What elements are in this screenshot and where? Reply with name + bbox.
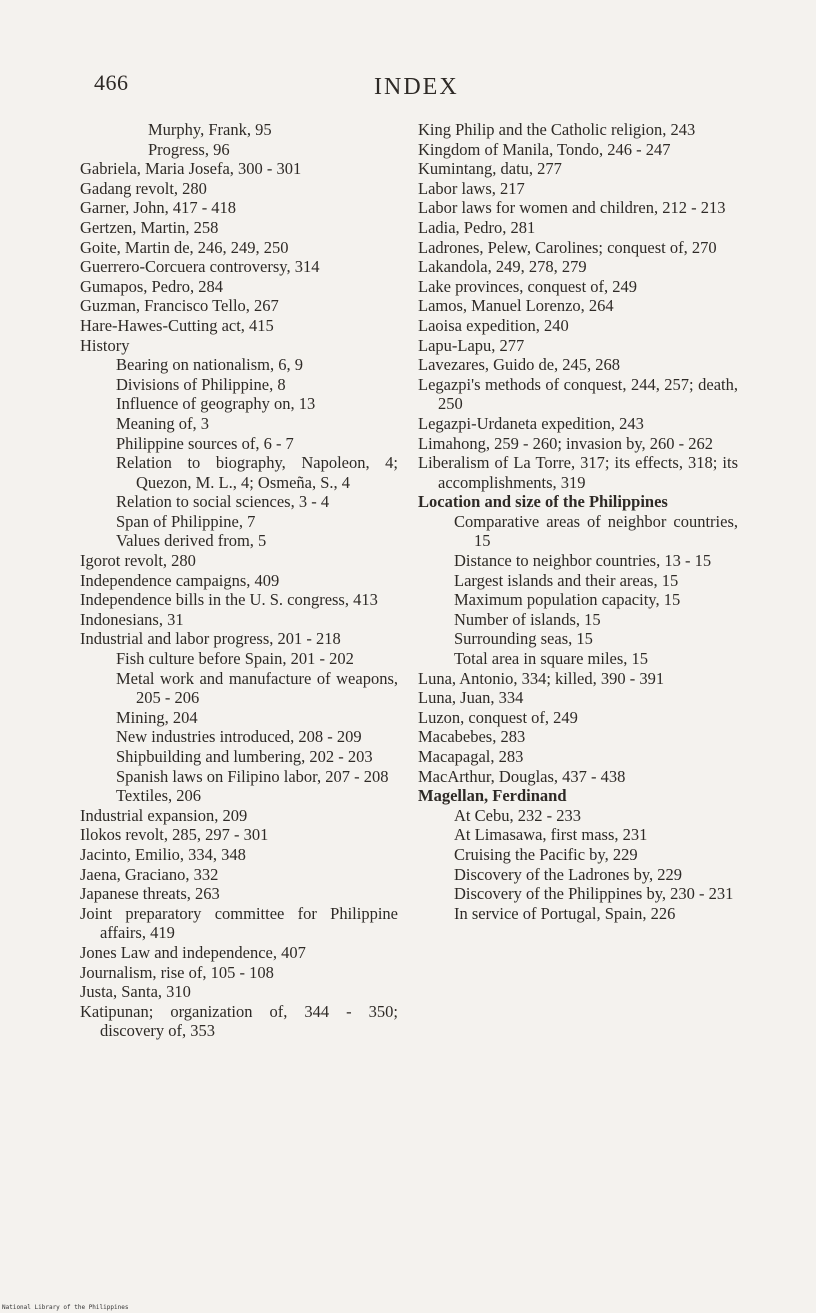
index-entry: Industrial expansion, 209 — [80, 805, 248, 825]
index-entry: Japanese threats, 263 — [80, 884, 220, 904]
index-entry: Igorot revolt, 280 — [80, 551, 196, 571]
index-entry: MacArthur, Douglas, 437 - 438 — [418, 766, 626, 786]
index-entry: Lakandola, 249, 278, 279 — [418, 257, 587, 277]
index-entry: Magellan, Ferdinand — [418, 786, 567, 806]
index-subentry: Comparative areas of neighbor countries, 15 — [454, 511, 738, 551]
index-subentry: At Cebu, 232 - 233 — [454, 805, 581, 825]
index-entry: Guzman, Francisco Tello, 267 — [80, 296, 279, 316]
index-entry: Liberalism of La Torre, 317; its effects, 318; its accomplishments, 319 — [418, 453, 738, 492]
index-subentry: Metal work and manufacture of weapons, 205 - 206 — [116, 668, 398, 708]
index-subentry: Discovery of the Ladrones by, 229 — [454, 864, 683, 884]
page-heading: INDEX — [374, 74, 459, 100]
index-entry: Joint preparatory committee for Philippine affairs, 419 — [80, 903, 398, 943]
index-subentry: Discovery of the Philippines by, 230 - 231 — [454, 884, 734, 904]
index-entry: Justa, Santa, 310 — [80, 982, 191, 1002]
index-entry: Indonesians, 31 — [80, 609, 184, 629]
index-subentry: Bearing on nationalism, 6, 9 — [116, 355, 303, 375]
index-subentry: Largest islands and their areas, 15 — [454, 570, 679, 590]
index-entry: Lake provinces, conquest of, 249 — [418, 276, 638, 296]
index-column-left — [80, 120, 398, 1041]
index-entry: Jaena, Graciano, 332 — [80, 864, 219, 884]
index-entry: Katipunan; organization of, 344 - 350; discovery of, 353 — [80, 1001, 398, 1041]
index-entry: Guerrero-Corcuera controversy, 314 — [80, 257, 320, 277]
index-subentry: Spanish laws on Filipino labor, 207 - 208 — [116, 766, 389, 786]
index-entry: Independence bills in the U. S. congress, 413 — [80, 590, 378, 610]
index-entry: Lamos, Manuel Lorenzo, 264 — [418, 296, 614, 316]
index-entry: Labor laws for women and children, 212 - 213 — [418, 198, 726, 218]
index-entry: Kumintang, datu, 277 — [418, 159, 562, 179]
index-entry: Lapu-Lapu, 277 — [418, 335, 525, 355]
index-subentry: Philippine sources of, 6 - 7 — [116, 433, 294, 453]
index-entry: Gumapos, Pedro, 284 — [80, 276, 223, 296]
index-subentry: In service of Portugal, Spain, 226 — [454, 903, 676, 923]
index-entry: Garner, John, 417 - 418 — [80, 198, 237, 218]
index-subentry: Divisions of Philippine, 8 — [116, 374, 286, 394]
index-entry: Laoisa expedition, 240 — [418, 315, 569, 335]
index-entry: Luna, Juan, 334 — [418, 688, 524, 708]
index-entry: Gabriela, Maria Josefa, 300 - 301 — [80, 159, 302, 179]
index-subentry: New industries introduced, 208 - 209 — [116, 727, 362, 747]
index-subentry: At Limasawa, first mass, 231 — [454, 825, 648, 845]
index-entry: Labor laws, 217 — [418, 178, 525, 198]
index-entry: Legazpi-Urdaneta expedition, 243 — [418, 413, 644, 433]
index-entry: Gertzen, Martin, 258 — [80, 217, 219, 237]
index-entry: Location and size of the Philippines — [418, 492, 668, 512]
index-entry: Ladia, Pedro, 281 — [418, 217, 536, 237]
index-entry: Gadang revolt, 280 — [80, 178, 207, 198]
index-entry: Ilokos revolt, 285, 297 - 301 — [80, 825, 269, 845]
index-subentry: Number of islands, 15 — [454, 609, 601, 629]
index-entry: King Philip and the Catholic religion, 243 — [418, 120, 696, 139]
index-subentry: Murphy, Frank, 95 — [148, 120, 272, 139]
index-subentry: Textiles, 206 — [116, 786, 201, 806]
index-subentry: Relation to biography, Napoleon, 4; Quezon, M. L., 4; Osmeña, S., 4 — [116, 453, 398, 492]
index-entry: Hare-Hawes-Cutting act, 415 — [80, 315, 274, 335]
index-subentry: Fish culture before Spain, 201 - 202 — [116, 649, 354, 669]
index-entry: Legazpi's methods of conquest, 244, 257; death, 250 — [418, 374, 738, 414]
index-entry: Lavezares, Guido de, 245, 268 — [418, 355, 621, 375]
index-entry: Goite, Martin de, 246, 249, 250 — [80, 237, 289, 257]
index-subentry: Shipbuilding and lumbering, 202 - 203 — [116, 747, 373, 766]
index-entry: Kingdom of Manila, Tondo, 246 - 247 — [418, 139, 671, 159]
index-entry: Jacinto, Emilio, 334, 348 — [80, 844, 246, 864]
index-subentry: Influence of geography on, 13 — [116, 394, 316, 414]
index-entry: Macabebes, 283 — [418, 727, 526, 747]
index-entry: Industrial and labor progress, 201 - 218 — [80, 629, 341, 649]
index-subentry: Surrounding seas, 15 — [454, 629, 593, 649]
index-subentry: Relation to social sciences, 3 - 4 — [116, 492, 330, 512]
index-entry: Macapagal, 283 — [418, 747, 524, 766]
index-entry: Independence campaigns, 409 — [80, 570, 280, 590]
index-subentry: Maximum population capacity, 15 — [454, 590, 681, 610]
index-entry: Luzon, conquest of, 249 — [418, 707, 578, 727]
index-entry: Journalism, rise of, 105 - 108 — [80, 962, 274, 982]
index-entry: Jones Law and independence, 407 — [80, 942, 306, 962]
index-entry: Ladrones, Pelew, Carolines; conquest of, 270 — [418, 237, 717, 257]
page-number: 466 — [94, 70, 129, 95]
index-subentry: Values derived from, 5 — [116, 531, 267, 551]
index-entry: Luna, Antonio, 334; killed, 390 - 391 — [418, 668, 665, 688]
index-subentry: Total area in square miles, 15 — [454, 649, 649, 669]
index-column-right — [418, 120, 738, 923]
index-entry: Limahong, 259 - 260; invasion by, 260 - 262 — [418, 433, 713, 453]
index-subentry: Meaning of, 3 — [116, 413, 210, 433]
index-subentry: Distance to neighbor countries, 13 - 15 — [454, 551, 712, 571]
index-subentry: Cruising the Pacific by, 229 — [454, 844, 638, 864]
index-entry: History — [80, 335, 130, 355]
index-subentry: Span of Philippine, 7 — [116, 511, 256, 531]
library-footer: National Library of the Philippines — [2, 1304, 129, 1311]
index-subentry: Mining, 204 — [116, 707, 198, 727]
index-subentry: Progress, 96 — [148, 139, 230, 159]
